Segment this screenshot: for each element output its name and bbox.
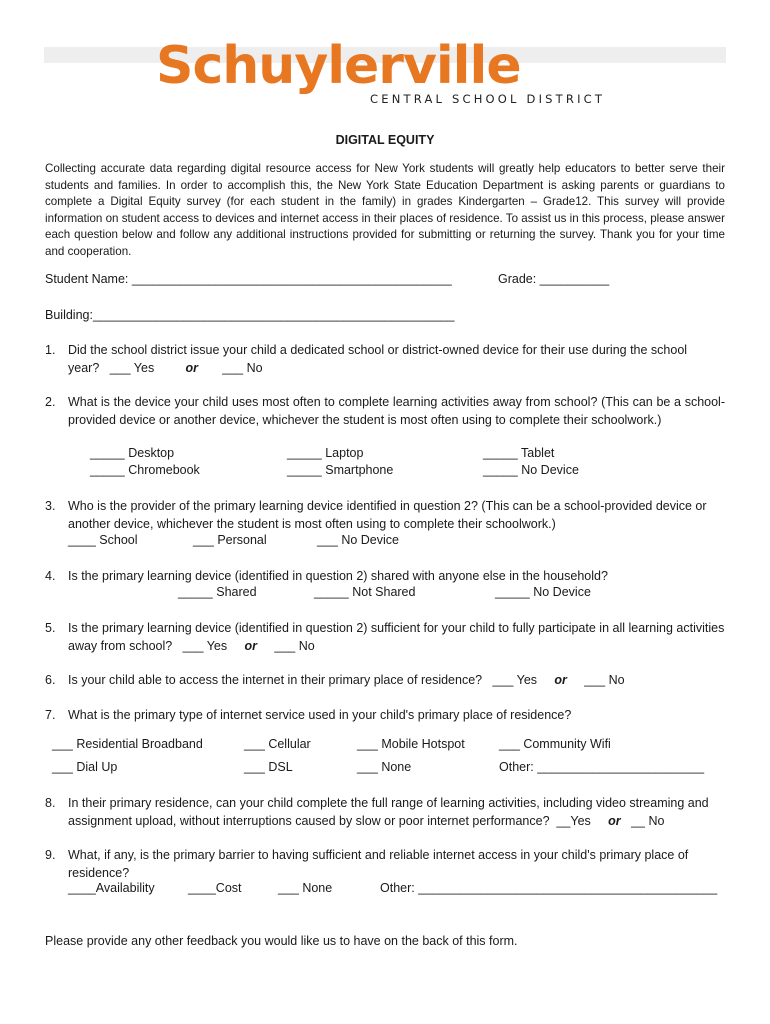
q2-option-no-device[interactable]: _____ No Device [483,463,579,477]
q7-option-dial-up[interactable]: ___ Dial Up [52,760,118,774]
student-name-field[interactable]: Student Name: ______________________________________________ [45,272,452,286]
question-number: 5. [45,621,56,635]
question-1 [45,342,725,377]
intro-paragraph: Collecting accurate data regarding digital resource access for New York students will greatly help educators to better serve their students and families. In order to accomplish this, the New York State Education Department is asking parents or guardians to complete a Digital Equity survey (for each student in the family) in grades Kindergarten – Grade12. This survey will provide information on student access to devices and internet access in their places of residence. To assist us in this process, please answer each question below and follow any additional instructions provided for submitting or returning the survey. Thank you for your time and cooperation. [45,162,725,258]
question-3 [45,498,725,533]
question-4 [45,568,725,586]
q4-option-no-device[interactable]: _____ No Device [495,585,591,599]
q1-yes-option[interactable]: ___ Yes [109,360,155,375]
q2-option-chromebook[interactable]: _____ Chromebook [90,463,200,477]
q6-no-option[interactable]: ___ No [584,673,625,687]
q9-option-cost[interactable]: ____Cost [188,881,242,895]
q7-option-other[interactable]: Other: ________________________ [499,760,705,774]
question-number: 9. [45,848,56,862]
or-label: or [244,638,258,653]
question-text: Is the primary learning device (identified in question 2) shared with anyone else in the household? [68,569,608,583]
q7-option-mobile-hotspot[interactable]: ___ Mobile Hotspot [357,737,465,751]
q4-option-shared[interactable]: _____ Shared [178,585,257,599]
q7-option-cellular[interactable]: ___ Cellular [244,737,311,751]
q9-option-none[interactable]: ___ None [278,881,333,895]
question-text: What is the device your child uses most often to complete learning activities away from school? (This can be a school-provided device or another device, whichever the student is most often using to complete their schoolwork.) [68,395,725,427]
question-number: 8. [45,796,56,810]
question-6 [45,672,725,690]
question-text: What is the primary type of internet service used in your child's primary place of residence? [68,708,572,722]
q3-option-personal[interactable]: ___ Personal [193,533,267,547]
q2-option-desktop[interactable]: _____ Desktop [90,446,175,460]
question-text: Is the primary learning device (identified in question 2) sufficient for your child to fully participate in all learning activities away from school? ___ Yes or ___ No [68,621,725,653]
q2-option-laptop[interactable]: _____ Laptop [287,446,364,460]
question-text: In their primary residence, can your child complete the full range of learning activities, including video streaming and assignment upload, without interruptions caused by slow or poor internet performance? __Yes or __ No [68,796,709,828]
question-number: 1. [45,343,56,357]
q9-option-other[interactable]: Other: ___________________________________________ [380,881,718,895]
q7-option-dsl[interactable]: ___ DSL [244,760,293,774]
q3-option-school[interactable]: ____ School [68,533,138,547]
q5-yes-option[interactable]: ___ Yes [182,638,228,653]
q3-option-no-device[interactable]: ___ No Device [317,533,399,547]
q8-no-option[interactable]: __ No [631,813,665,828]
question-number: 7. [45,708,56,722]
question-text: What, if any, is the primary barrier to having sufficient and reliable internet access in your child's primary place of residence? [68,848,689,880]
page-title: DIGITAL EQUITY [335,133,435,147]
q2-option-tablet[interactable]: _____ Tablet [483,446,555,460]
or-label: or [554,673,567,687]
question-2 [45,394,725,429]
question-number: 2. [45,395,56,409]
q7-option-residential-broadband[interactable]: ___ Residential Broadband [52,737,203,751]
footer-note: Please provide any other feedback you would like us to have on the back of this form. [45,934,518,948]
q1-no-option[interactable]: ___ No [222,360,263,375]
question-number: 4. [45,569,56,583]
or-label: or [185,360,198,375]
q7-option-none[interactable]: ___ None [357,760,412,774]
district-logo-name: Schuylerville [156,36,521,96]
q7-option-community-wifi[interactable]: ___ Community Wifi [499,737,611,751]
question-5 [45,620,725,655]
or-label: or [608,813,621,828]
question-text: Is your child able to access the internet in their primary place of residence? ___ Yes or ___ No [68,673,625,687]
question-text: Did the school district issue your child a dedicated school or district-owned device for their use during the school year? ___ Yes or ___ No [68,343,688,375]
grade-field[interactable]: Grade: __________ [498,272,610,286]
question-7 [45,707,725,725]
district-logo-subtitle: CENTRAL SCHOOL DISTRICT [370,92,606,106]
building-field[interactable]: Building:____________________________________________________ [45,308,455,322]
question-8 [45,795,725,830]
q5-no-option[interactable]: ___ No [274,638,315,653]
question-number: 6. [45,673,56,687]
question-9 [45,847,725,882]
q6-yes-option[interactable]: ___ Yes [492,673,538,687]
q9-option-availability[interactable]: ____Availability [68,881,155,895]
q2-option-smartphone[interactable]: _____ Smartphone [287,463,394,477]
question-text: Who is the provider of the primary learning device identified in question 2? (This can be a school-provided device or another device, whichever the student is most often using to complete their schoolwork.) [68,499,707,531]
question-number: 3. [45,499,56,513]
q8-yes-option[interactable]: __Yes [556,813,591,828]
q4-option-not-shared[interactable]: _____ Not Shared [314,585,416,599]
